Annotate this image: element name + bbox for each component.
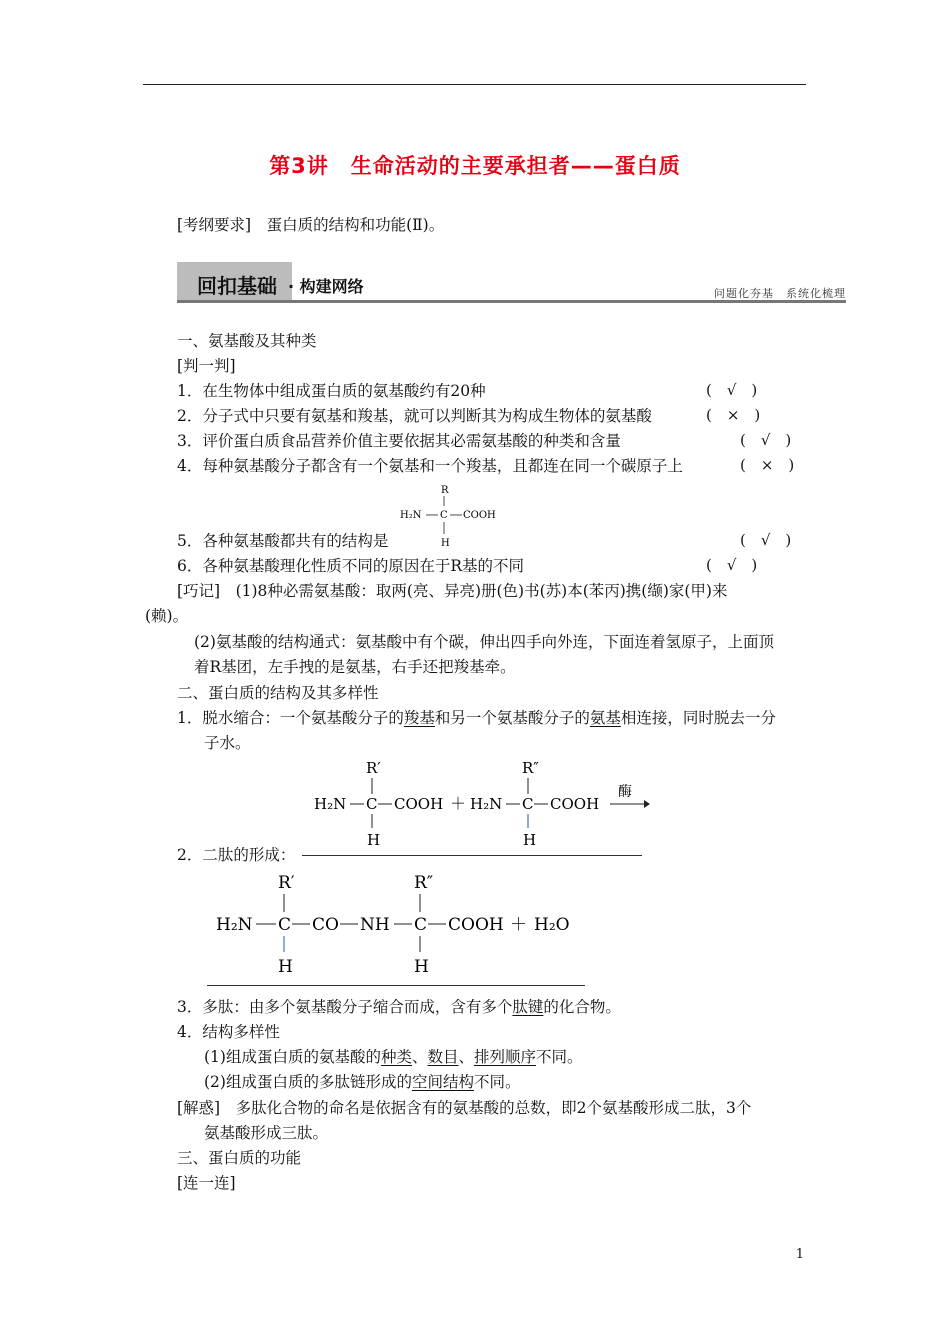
note-line-1: [解惑] 多肽化合物的命名是依据含有的氨基酸的总数，即2个氨基酸形成二肽，3个 — [177, 1099, 752, 1117]
structure-c: C — [440, 510, 448, 521]
reaction-h-2: H — [523, 831, 537, 849]
reaction-h-1: H — [367, 831, 381, 849]
page-number: 1 — [795, 1247, 804, 1262]
answer-peptide-bond: 肽键 — [512, 998, 544, 1016]
judge-mark-5: ( √ ) — [740, 531, 792, 549]
blank-line-bottom — [207, 985, 585, 986]
structure-h: H — [441, 538, 450, 549]
dipeptide-nh: NH — [360, 915, 390, 935]
answer-spatial-structure: 空间结构 — [411, 1073, 474, 1091]
note-line-2: 氨基酸形成三肽。 — [204, 1124, 329, 1142]
answer-sequence: 排列顺序 — [474, 1048, 537, 1066]
judge-tag: [判一判] — [177, 357, 236, 375]
dipeptide-h-2: H — [414, 957, 429, 976]
dipeptide-r2: R″ — [414, 873, 434, 893]
judge-item-3: 3．评价蛋白质食品营养价值主要依据其必需氨基酸的种类和含量 — [177, 432, 621, 450]
structure-h2n: H₂N — [400, 510, 422, 521]
judge-item-2: 2．分子式中只要有氨基和羧基，就可以判断其为构成生物体的氨基酸 — [177, 407, 652, 425]
diversity-1-sep-1: 、 — [411, 1048, 428, 1066]
header-rule — [143, 84, 806, 85]
structure-r: R — [441, 485, 449, 496]
judge-mark-3: ( √ ) — [740, 431, 792, 449]
dipeptide-h2n: H₂N — [216, 915, 253, 935]
banner-slogan: 问题化夯基 系统化梳理 — [714, 287, 846, 300]
dipeptide-r1: R′ — [278, 873, 295, 893]
polypeptide-line — [177, 995, 621, 1019]
dipeptide-co: CO — [312, 915, 339, 935]
reaction-r1: R′ — [366, 759, 381, 777]
mnemonic-1-cont: (赖)。 — [145, 607, 189, 625]
condensation-text-3: 相连接，同时脱去一分 — [620, 709, 776, 727]
diversity-1-text: (1)组成蛋白质的氨基酸的 — [204, 1048, 381, 1066]
dipeptide-plus: ＋ — [510, 915, 527, 935]
reaction-h2n-1: H₂N — [314, 795, 347, 813]
mnemonic-2: (2)氨基酸的结构通式：氨基酸中有个碳，伸出四手向外连，下面连着氢原子，上面顶 — [194, 633, 774, 651]
reaction-c-1: C — [366, 795, 378, 813]
exam-requirement: [考纲要求] 蛋白质的结构和功能(Ⅱ)。 — [177, 216, 445, 234]
answer-amino: 氨基 — [589, 709, 621, 727]
reaction-h2n-2: H₂N — [470, 795, 503, 813]
diversity-heading: 4．结构多样性 — [177, 1023, 280, 1041]
dipeptide-label: 2．二肽的形成： — [177, 846, 296, 864]
condensation-text-2: 和另一个氨基酸分子的 — [434, 709, 590, 727]
dipeptide-c-2: C — [414, 915, 428, 935]
section-heading-1: 一、氨基酸及其种类 — [177, 332, 317, 350]
judge-item-5: 5．各种氨基酸都共有的结构是 — [177, 532, 389, 550]
blank-line-top — [302, 855, 642, 856]
connect-tag: [连一连] — [177, 1174, 236, 1192]
diversity-item-1 — [204, 1045, 583, 1069]
dipeptide-h2o: H₂O — [534, 915, 570, 935]
diversity-1-sep-2: 、 — [458, 1048, 475, 1066]
judge-mark-2: ( × ) — [706, 406, 761, 424]
diversity-item-2 — [204, 1070, 521, 1094]
judge-mark-1: ( √ ) — [706, 381, 758, 399]
banner-title: 回扣基础 — [197, 274, 277, 298]
condensation-line-cont: 子水。 — [204, 734, 251, 752]
answer-number: 数目 — [427, 1048, 459, 1066]
condensation-line — [177, 706, 776, 730]
dipeptide-cooh: COOH — [448, 915, 504, 935]
diversity-2-end: 不同。 — [473, 1073, 521, 1091]
judge-item-6: 6．各种氨基酸理化性质不同的原因在于R基的不同 — [177, 557, 525, 575]
answer-carboxyl: 羧基 — [403, 709, 435, 727]
condensation-text-1: 1．脱水缩合：一个氨基酸分子的 — [177, 709, 404, 727]
condensation-reaction — [310, 756, 650, 852]
mnemonic-2-cont: 着R基团，左手拽的是氨基，右手还把羧基牵。 — [194, 658, 516, 676]
judge-item-1: 1．在生物体中组成蛋白质的氨基酸约有20种 — [177, 382, 486, 400]
reaction-cooh-1: COOH — [394, 795, 444, 813]
section-heading-3: 三、蛋白质的功能 — [177, 1149, 302, 1167]
judge-item-4: 4．每种氨基酸分子都含有一个氨基和一个羧基，且都连在同一个碳原子上 — [177, 457, 683, 475]
reaction-c-2: C — [522, 795, 534, 813]
polypeptide-text-1: 3．多肽：由多个氨基酸分子缩合而成，含有多个 — [177, 998, 513, 1016]
dipeptide-structure — [212, 868, 592, 976]
judge-mark-4: ( × ) — [740, 456, 795, 474]
answer-type: 种类 — [380, 1048, 412, 1066]
page-title: 第3讲 生命活动的主要承担者——蛋白质 — [269, 154, 681, 178]
amino-acid-structure — [395, 480, 505, 550]
judge-mark-6: ( √ ) — [706, 556, 758, 574]
dipeptide-c-1: C — [278, 915, 292, 935]
structure-cooh: COOH — [463, 510, 496, 521]
banner-subtitle: · 构建网络 — [288, 277, 364, 296]
reaction-enzyme: 酶 — [618, 784, 632, 800]
diversity-1-end: 不同。 — [536, 1048, 583, 1066]
mnemonic-1: [巧记] (1)8种必需氨基酸：取两(亮、异亮)册(色)书(苏)本(苯丙)携(缬)家(甲)来 — [177, 582, 728, 600]
polypeptide-text-2: 的化合物。 — [543, 998, 621, 1016]
diversity-2-text: (2)组成蛋白质的多肽链形成的 — [204, 1073, 412, 1091]
dipeptide-h-1: H — [278, 957, 293, 976]
section-heading-2: 二、蛋白质的结构及其多样性 — [177, 684, 379, 702]
reaction-r2: R″ — [522, 759, 539, 777]
reaction-cooh-2: COOH — [550, 795, 600, 813]
reaction-plus: ＋ — [450, 794, 467, 813]
